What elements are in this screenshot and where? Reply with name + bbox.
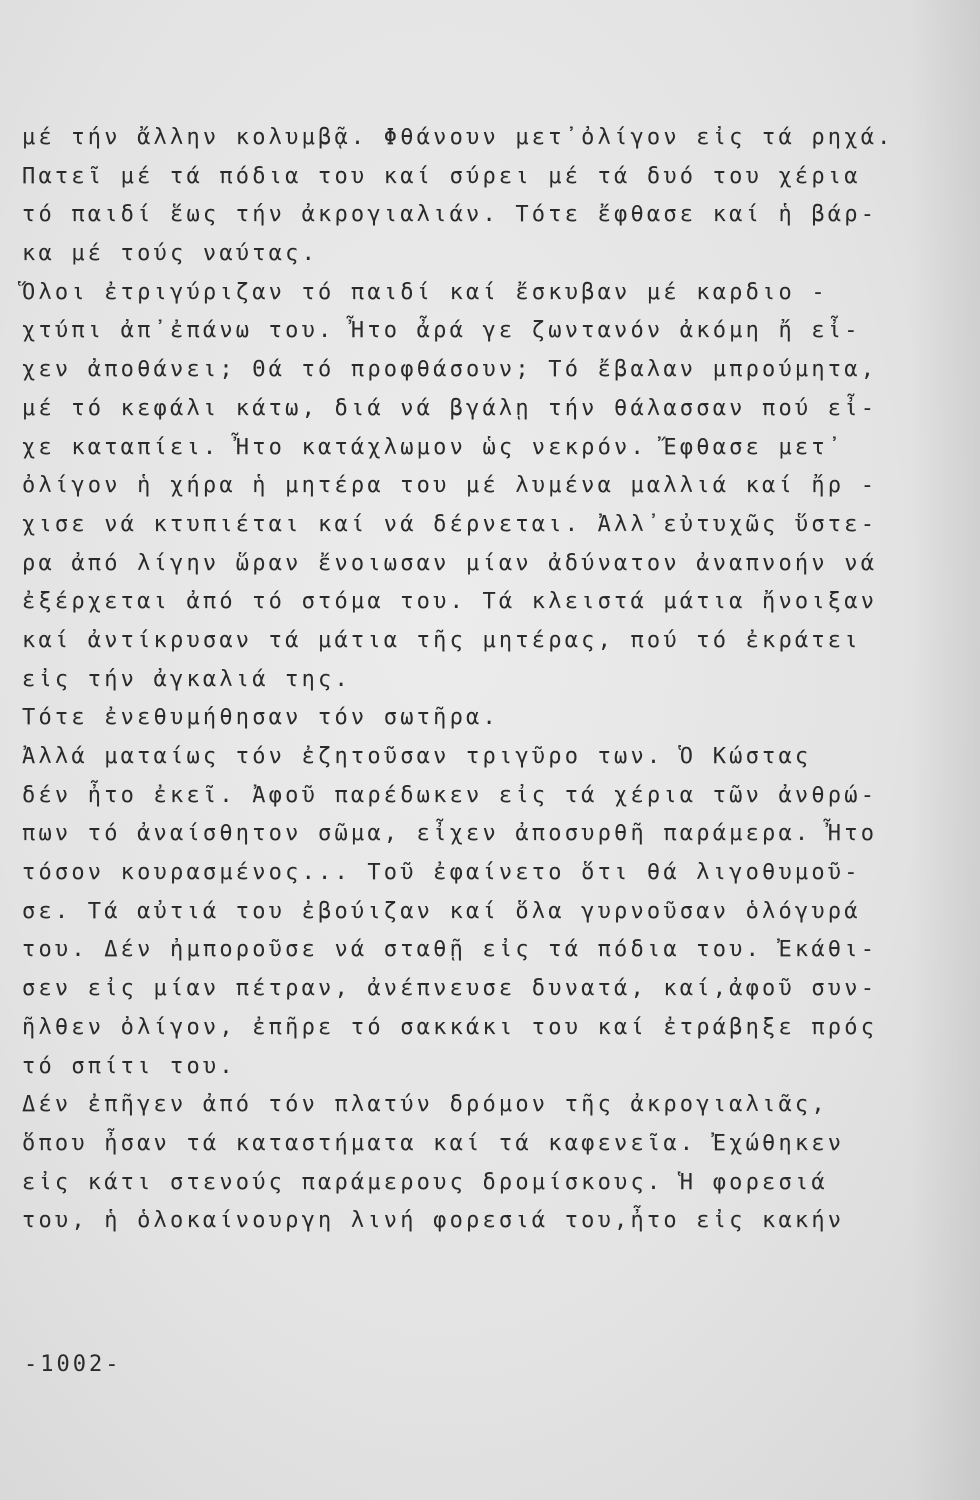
text-line: κα μέ τούς ναύτας. bbox=[22, 241, 319, 267]
text-line: δέν ἦτο ἐκεῖ. Ἀφοῦ παρέδωκεν εἰς τά χέρια τῶν ἀνθρώ- bbox=[22, 782, 878, 808]
text-line: ὀλίγον ἡ χήρα ἡ μητέρα του μέ λυμένα μαλλιά καί ἤρ - bbox=[22, 473, 878, 499]
typewritten-text-block bbox=[22, 119, 922, 1241]
text-line: καί ἀντίκρυσαν τά μάτια τῆς μητέρας, πού τό ἐκράτει bbox=[22, 627, 861, 653]
text-line: Ἀλλά ματαίως τόν ἐζητοῦσαν τριγῦρο των. Ὁ Κώστας bbox=[22, 744, 812, 769]
text-line: Ὅλοι ἐτριγύριζαν τό παιδί καί ἔσκυβαν μέ καρδιο - bbox=[22, 279, 828, 305]
text-line: ἐξέρχεται ἀπό τό στόμα του. Τά κλειστά μάτια ἤνοιξαν bbox=[22, 589, 878, 615]
text-line: Πατεῖ μέ τά πόδια του καί σύρει μέ τά δυό του χέρια bbox=[22, 163, 861, 189]
text-line: μέ τό κεφάλι κάτω, διά νά βγάλῃ τήν θάλασσαν πού εἶ- bbox=[22, 395, 878, 421]
text-line: Τότε ἐνεθυμήθησαν τόν σωτῆρα. bbox=[22, 705, 499, 731]
text-line: χεν ἀποθάνει; Θά τό προφθάσουν; Τό ἔβαλαν μπρούμητα, bbox=[22, 357, 878, 383]
text-line: ρα ἀπό λίγην ὥραν ἔνοιωσαν μίαν ἀδύνατον ἀναπνοήν νά bbox=[22, 550, 878, 576]
text-line: τό παιδί ἕως τήν ἀκρογιαλιάν. Τότε ἔφθασε καί ἡ βάρ- bbox=[22, 202, 878, 228]
text-line: Δέν ἐπῆγεν ἀπό τόν πλατύν δρόμον τῆς ἀκρογιαλιᾶς, bbox=[22, 1092, 828, 1118]
text-line: τόσον κουρασμένος... Τοῦ ἐφαίνετο ὅτι θά λιγοθυμοῦ- bbox=[22, 860, 861, 886]
text-line: σε. Τά αὐτιά του ἐβούιζαν καί ὅλα γυρνοῦσαν ὁλόγυρά bbox=[22, 898, 861, 924]
page-number: -1002- bbox=[24, 1352, 122, 1377]
text-line: πων τό ἀναίσθητον σῶμα, εἶχεν ἀποσυρθῆ παράμερα. Ἦτο bbox=[22, 821, 878, 847]
text-line: σεν εἰς μίαν πέτραν, ἀνέπνευσε δυνατά, καί,ἀφοῦ συν- bbox=[22, 976, 878, 1002]
text-line: τό σπίτι του. bbox=[22, 1053, 236, 1079]
text-line: εἰς κάτι στενούς παράμερους δρομίσκους. Ἡ φορεσιά bbox=[22, 1169, 828, 1195]
text-line: χτύπι ἀπ᾽ἐπάνω του. Ἦτο ἆρά γε ζωντανόν ἀκόμη ἤ εἶ- bbox=[22, 318, 861, 344]
text-line: του, ἡ ὁλοκαίνουργη λινή φορεσιά του,ἦτο εἰς κακήν bbox=[22, 1208, 845, 1234]
text-line: μέ τήν ἄλλην κολυμβᾷ. Φθάνουν μετ᾽ὀλίγον εἰς τά ρηχά. bbox=[22, 125, 894, 150]
text-line: του. Δέν ἠμποροῦσε νά σταθῇ εἰς τά πόδια του. Ἐκάθι- bbox=[22, 937, 878, 963]
text-line: ῆλθεν ὀλίγον, ἐπῆρε τό σακκάκι του καί ἐτράβηξε πρός bbox=[22, 1014, 878, 1040]
text-line: εἰς τήν ἀγκαλιά της. bbox=[22, 666, 351, 692]
text-line: χε καταπίει. Ἦτο κατάχλωμον ὡς νεκρόν. Ἔφθασε μετ᾽ bbox=[22, 434, 845, 460]
text-line: χισε νά κτυπιέται καί νά δέρνεται. Ἀλλ᾽εὐτυχῶς ὕστε- bbox=[22, 511, 878, 537]
text-line: ὅπου ἦσαν τά καταστήματα καί τά καφενεῖα. Ἐχώθηκεν bbox=[22, 1130, 845, 1156]
